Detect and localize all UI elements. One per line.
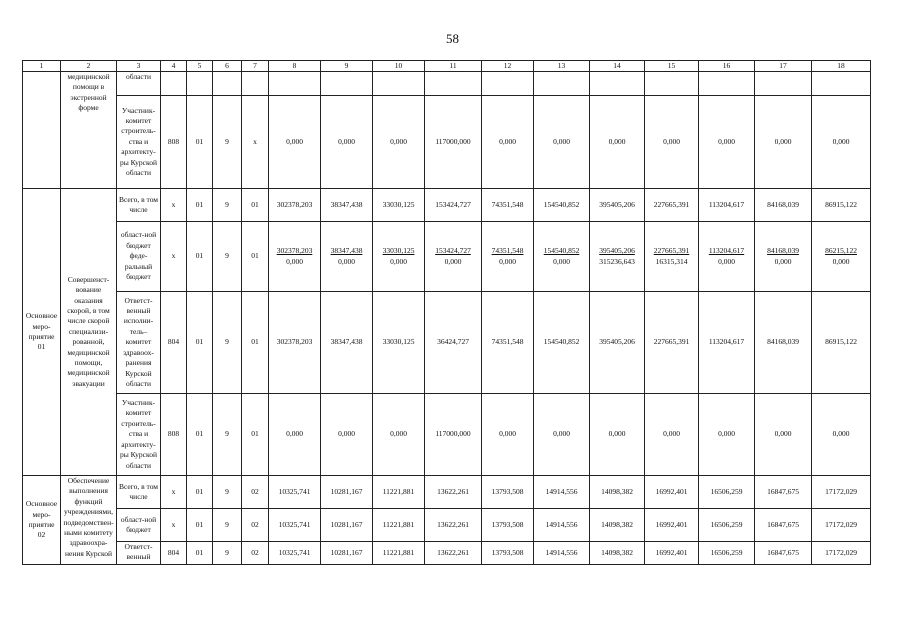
value-cell: 10281,167 <box>321 476 373 509</box>
value-cell: 0,000 <box>534 394 590 476</box>
value-bottom: 0,000 <box>390 256 407 266</box>
value-cell: 9 <box>213 189 242 222</box>
value-cell <box>645 222 699 292</box>
header-cell: 2 <box>61 61 117 72</box>
value-cell: 02 <box>242 542 269 565</box>
value-top: 113204,617 <box>708 246 745 256</box>
value-cell: 01 <box>242 222 269 292</box>
value-cell: 74351,548 <box>482 292 534 394</box>
empty-cell <box>534 72 590 96</box>
value-cell: 0,000 <box>645 96 699 189</box>
value-cell: 16992,401 <box>645 542 699 565</box>
value-cell: 0,000 <box>755 394 812 476</box>
value-cell: 14914,556 <box>534 542 590 565</box>
value-cell: 86915,122 <box>812 189 871 222</box>
value-cell: 0,000 <box>590 394 645 476</box>
value-cell: 16506,259 <box>699 509 755 542</box>
value-cell: 0,000 <box>373 96 425 189</box>
value-cell <box>373 222 425 292</box>
value-cell: 13622,261 <box>425 542 482 565</box>
table-row <box>23 72 871 96</box>
header-cell: 3 <box>117 61 161 72</box>
value-cell: 113204,617 <box>699 292 755 394</box>
value-cell: 10325,741 <box>269 509 321 542</box>
event-description: Обеспечение выполнения функций учреждениями, подведомствен-ными комитету здравоохра-нения Курской <box>61 476 117 565</box>
value-cell: 0,000 <box>534 96 590 189</box>
executor-cell: област-ной бюджет <box>117 509 161 542</box>
value-cell <box>699 222 755 292</box>
value-cell: 0,000 <box>590 96 645 189</box>
value-top: 154540,852 <box>543 246 580 256</box>
value-top: 153424,727 <box>435 246 471 256</box>
value-cell: 0,000 <box>269 96 321 189</box>
value-cell: 302378,203 <box>269 292 321 394</box>
value-cell: 01 <box>187 476 213 509</box>
value-cell: 395405,206 <box>590 292 645 394</box>
value-cell: 14098,382 <box>590 509 645 542</box>
header-cell: 11 <box>425 61 482 72</box>
value-cell: 11221,881 <box>373 476 425 509</box>
value-cell: 16992,401 <box>645 476 699 509</box>
value-cell: 9 <box>213 542 242 565</box>
value-cell: 16992,401 <box>645 509 699 542</box>
value-cell: 01 <box>242 292 269 394</box>
value-cell: 117000,000 <box>425 394 482 476</box>
value-cell: 0,000 <box>812 394 871 476</box>
header-cell: 7 <box>242 61 269 72</box>
value-cell: 13793,508 <box>482 476 534 509</box>
value-cell: 10325,741 <box>269 542 321 565</box>
value-cell: 01 <box>187 189 213 222</box>
value-bottom: 0,000 <box>832 256 850 266</box>
value-cell: 804 <box>161 292 187 394</box>
value-cell: 9 <box>213 222 242 292</box>
value-cell: 14098,382 <box>590 542 645 565</box>
header-cell: 1 <box>23 61 61 72</box>
value-cell: 02 <box>242 509 269 542</box>
value-cell: 0,000 <box>373 394 425 476</box>
value-cell: 11221,881 <box>373 542 425 565</box>
value-cell: 154540,852 <box>534 292 590 394</box>
empty-cell <box>23 72 61 189</box>
event-description: медицинской помощи в экстренной форме <box>61 72 117 189</box>
empty-cell <box>213 72 242 96</box>
value-cell: 16847,675 <box>755 476 812 509</box>
value-cell: 808 <box>161 96 187 189</box>
value-bottom: 16315,314 <box>655 256 688 266</box>
value-cell: 395405,206 <box>590 189 645 222</box>
value-cell: 117000,000 <box>425 96 482 189</box>
value-cell: 11221,881 <box>373 509 425 542</box>
value-top: 302378,203 <box>276 246 313 256</box>
value-cell: 86915,122 <box>812 292 871 394</box>
executor-cell: Ответст-венный <box>117 542 161 565</box>
budget-table <box>22 60 871 565</box>
empty-cell <box>161 72 187 96</box>
value-cell: 14914,556 <box>534 509 590 542</box>
value-cell: 302378,203 <box>269 189 321 222</box>
value-cell: 14914,556 <box>534 476 590 509</box>
table-row <box>23 222 871 292</box>
value-cell: 154540,852 <box>534 189 590 222</box>
executor-cell: Ответст-венный исполни-тель– комитет здравоох-ранения Курской области <box>117 292 161 394</box>
value-cell <box>321 222 373 292</box>
executor-cell: Участник-комитет строитель-ства и архитекту-ры Курской области <box>117 96 161 189</box>
value-cell: 0,000 <box>482 96 534 189</box>
value-cell: 38347,438 <box>321 189 373 222</box>
empty-cell <box>699 72 755 96</box>
value-cell: 01 <box>187 292 213 394</box>
value-cell: 74351,548 <box>482 189 534 222</box>
value-cell: 153424,727 <box>425 189 482 222</box>
value-cell: x <box>242 96 269 189</box>
value-cell: 804 <box>161 542 187 565</box>
value-cell: 16506,259 <box>699 542 755 565</box>
value-cell: 16847,675 <box>755 542 812 565</box>
value-cell: 02 <box>242 476 269 509</box>
value-cell: 0,000 <box>269 394 321 476</box>
value-cell: 9 <box>213 96 242 189</box>
value-cell: 0,000 <box>699 394 755 476</box>
value-cell: 9 <box>213 476 242 509</box>
value-cell: 01 <box>187 542 213 565</box>
value-cell: 01 <box>187 96 213 189</box>
value-cell: 17172,029 <box>812 509 871 542</box>
value-cell: 0,000 <box>699 96 755 189</box>
value-cell: 13622,261 <box>425 509 482 542</box>
value-cell: 0,000 <box>812 96 871 189</box>
page-number: 58 <box>446 31 459 46</box>
table-row <box>23 189 871 222</box>
value-bottom: 0,000 <box>718 256 735 266</box>
value-cell: 227665,391 <box>645 292 699 394</box>
value-cell: 14098,382 <box>590 476 645 509</box>
value-cell: 10281,167 <box>321 509 373 542</box>
value-cell <box>812 222 871 292</box>
value-cell: 84168,039 <box>755 292 812 394</box>
value-cell: 10281,167 <box>321 542 373 565</box>
value-cell: 9 <box>213 394 242 476</box>
empty-cell <box>373 72 425 96</box>
value-cell: 01 <box>187 509 213 542</box>
table-row <box>23 292 871 394</box>
value-cell: x <box>161 189 187 222</box>
executor-cell: Участник-комитет строитель-ства и архитекту-ры Курской области <box>117 394 161 476</box>
header-cell: 6 <box>213 61 242 72</box>
header-cell: 8 <box>269 61 321 72</box>
value-cell: 16506,259 <box>699 476 755 509</box>
empty-cell <box>482 72 534 96</box>
value-cell: 113204,617 <box>699 189 755 222</box>
value-cell: x <box>161 509 187 542</box>
value-bottom: 0,000 <box>444 256 462 266</box>
value-bottom: 0,000 <box>499 256 516 266</box>
header-cell: 4 <box>161 61 187 72</box>
value-cell: 17172,029 <box>812 476 871 509</box>
empty-cell <box>425 72 482 96</box>
value-top: 84168,039 <box>767 246 799 256</box>
value-cell: 01 <box>187 394 213 476</box>
value-cell: 9 <box>213 509 242 542</box>
header-cell: 5 <box>187 61 213 72</box>
value-cell: 0,000 <box>645 394 699 476</box>
value-cell <box>534 222 590 292</box>
value-cell: 0,000 <box>755 96 812 189</box>
value-cell <box>755 222 812 292</box>
value-top: 33030,125 <box>382 246 415 256</box>
empty-cell <box>321 72 373 96</box>
value-cell: 0,000 <box>482 394 534 476</box>
empty-cell <box>590 72 645 96</box>
value-cell: 9 <box>213 292 242 394</box>
table-row <box>23 476 871 509</box>
empty-cell <box>242 72 269 96</box>
value-cell: 01 <box>242 394 269 476</box>
value-cell: 84168,039 <box>755 189 812 222</box>
value-cell: 0,000 <box>321 394 373 476</box>
header-cell: 12 <box>482 61 534 72</box>
empty-cell <box>812 72 871 96</box>
value-cell: 33030,125 <box>373 189 425 222</box>
event-title: Основное меро-приятие 02 <box>23 476 61 565</box>
executor-cell: Всего, в том числе <box>117 189 161 222</box>
empty-cell <box>269 72 321 96</box>
value-cell: 10325,741 <box>269 476 321 509</box>
value-bottom: 0,000 <box>774 256 792 266</box>
value-cell <box>482 222 534 292</box>
executor-cell: Всего, в том числе <box>117 476 161 509</box>
value-bottom: 315236,643 <box>599 256 635 266</box>
value-cell: 38347,438 <box>321 292 373 394</box>
empty-cell <box>755 72 812 96</box>
value-cell <box>269 222 321 292</box>
value-cell: 01 <box>242 189 269 222</box>
table-row <box>23 394 871 476</box>
table-row <box>23 509 871 542</box>
header-cell: 14 <box>590 61 645 72</box>
event-description: Совершенст-вование оказания скорой, в том числе скорой специализи-рованной, медицинской помощи, медицинской эвакуации <box>61 189 117 476</box>
empty-cell <box>187 72 213 96</box>
value-cell: 13793,508 <box>482 509 534 542</box>
empty-cell <box>645 72 699 96</box>
value-cell <box>590 222 645 292</box>
value-cell <box>425 222 482 292</box>
value-cell: 227665,391 <box>645 189 699 222</box>
header-cell: 9 <box>321 61 373 72</box>
table-row <box>23 542 871 565</box>
header-cell: 18 <box>812 61 871 72</box>
value-top: 395405,206 <box>599 246 635 256</box>
value-bottom: 0,000 <box>338 256 355 266</box>
executor-cell: област-ной бюджет феде-ральный бюджет <box>117 222 161 292</box>
header-cell: 15 <box>645 61 699 72</box>
value-cell: 01 <box>187 222 213 292</box>
value-cell: 36424,727 <box>425 292 482 394</box>
value-cell: 17172,029 <box>812 542 871 565</box>
value-cell: 33030,125 <box>373 292 425 394</box>
value-cell: 808 <box>161 394 187 476</box>
header-cell: 16 <box>699 61 755 72</box>
header-row <box>23 61 871 72</box>
value-top: 86215,122 <box>825 246 857 256</box>
value-bottom: 0,000 <box>286 256 303 266</box>
value-cell: 16847,675 <box>755 509 812 542</box>
event-title: Основное меро-приятие 01 <box>23 189 61 476</box>
header-cell: 17 <box>755 61 812 72</box>
header-cell: 13 <box>534 61 590 72</box>
value-cell: 13793,508 <box>482 542 534 565</box>
value-top: 38347,438 <box>330 246 363 256</box>
value-cell: x <box>161 476 187 509</box>
table-row <box>23 96 871 189</box>
value-bottom: 0,000 <box>553 256 570 266</box>
value-top: 74351,548 <box>491 246 524 256</box>
value-cell: 0,000 <box>321 96 373 189</box>
executor-cell: области <box>117 72 161 96</box>
header-cell: 10 <box>373 61 425 72</box>
value-top: 227665,391 <box>653 246 690 256</box>
value-cell: 13622,261 <box>425 476 482 509</box>
value-cell: x <box>161 222 187 292</box>
